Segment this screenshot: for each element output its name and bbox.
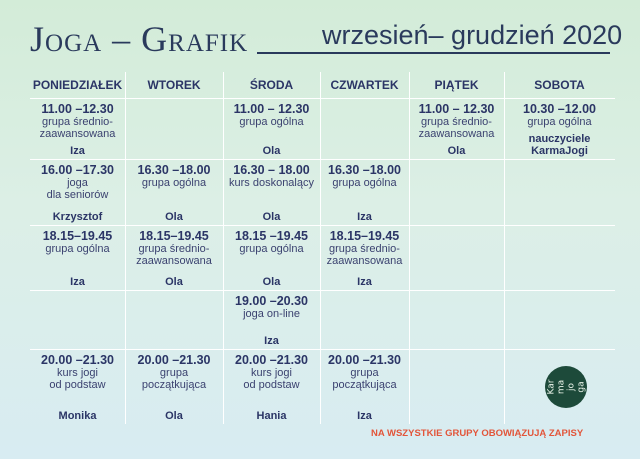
row-divider bbox=[30, 349, 615, 350]
slot-group: grupa ogólna bbox=[141, 177, 207, 189]
slot-info bbox=[223, 353, 320, 391]
class-slot bbox=[320, 353, 409, 422]
slot-teacher: Ola bbox=[165, 211, 183, 223]
class-slot bbox=[223, 294, 320, 347]
slot-teacher: Monika bbox=[58, 410, 97, 422]
slot-info bbox=[125, 353, 223, 391]
slot-teacher: Ola bbox=[165, 410, 183, 422]
class-slot bbox=[30, 353, 125, 422]
class-slot bbox=[320, 163, 409, 223]
slot-time: 16.30 – 18.00 bbox=[233, 163, 310, 177]
slot-teacher: Ola bbox=[447, 145, 466, 157]
slot-time: 18.15–19.45 bbox=[139, 229, 209, 243]
slot-group: grupa ogólna bbox=[332, 177, 397, 189]
slot-teacher: Ola bbox=[262, 145, 281, 157]
row-divider bbox=[30, 159, 615, 160]
slot-info bbox=[320, 229, 409, 267]
slot-group: grupa ogólna bbox=[239, 116, 304, 128]
class-slot bbox=[30, 163, 125, 223]
schedule-table bbox=[30, 72, 615, 424]
slot-teacher: Hania bbox=[256, 410, 287, 422]
schedule-period: wrzesień– grudzień 2020 bbox=[322, 20, 623, 50]
slot-group: kurs doskonalący bbox=[229, 177, 314, 189]
slot-group: grupa początkująca bbox=[141, 367, 207, 391]
slot-group: grupa średnio- zaawansowana bbox=[136, 243, 212, 267]
slot-info bbox=[223, 294, 320, 320]
slot-group: grupa średnio- zaawansowana bbox=[326, 243, 403, 267]
slot-info bbox=[30, 229, 125, 255]
slot-group: grupa ogólna bbox=[45, 243, 110, 255]
slot-group: joga dla seniorów bbox=[46, 177, 109, 201]
slot-group: grupa ogólna bbox=[239, 243, 304, 255]
class-slot bbox=[409, 102, 504, 157]
class-slot bbox=[223, 229, 320, 288]
slot-time: 16.30 –18.00 bbox=[137, 163, 211, 177]
slot-teacher: Iza bbox=[264, 335, 279, 347]
class-slot bbox=[223, 163, 320, 223]
slot-teacher: Iza bbox=[357, 410, 372, 422]
slot-teacher: Iza bbox=[357, 276, 372, 288]
slot-info bbox=[320, 353, 409, 391]
slot-group: joga on-line bbox=[243, 308, 300, 320]
class-slot bbox=[504, 102, 615, 157]
slot-time: 20.00 –21.30 bbox=[41, 353, 114, 367]
slot-time: 20.00 –21.30 bbox=[328, 353, 401, 367]
class-slot bbox=[125, 353, 223, 422]
slot-time: 16.00 –17.30 bbox=[41, 163, 114, 177]
slot-group: grupa ogólna bbox=[527, 116, 592, 128]
slot-group: grupa średnio- zaawansowana bbox=[39, 116, 116, 140]
slot-teacher: Iza bbox=[70, 145, 85, 157]
class-slot bbox=[320, 229, 409, 288]
registration-note: NA WSZYSTKIE GRUPY OBOWIĄZUJĄ ZAPISY bbox=[371, 428, 584, 439]
slot-info bbox=[30, 353, 125, 391]
title-underline bbox=[257, 52, 610, 54]
karmajoga-logo: Kar ma jo ga bbox=[545, 366, 587, 408]
slot-group: grupa średnio- zaawansowana bbox=[418, 116, 495, 140]
slot-time: 16.30 –18.00 bbox=[328, 163, 401, 177]
slot-time: 19.00 –20.30 bbox=[235, 294, 308, 308]
slot-info bbox=[223, 102, 320, 128]
day-header: PONIEDZIAŁEK bbox=[32, 78, 123, 92]
row-divider bbox=[30, 225, 615, 226]
slot-teacher: Ola bbox=[262, 211, 281, 223]
slot-info bbox=[30, 102, 125, 140]
slot-time: 20.00 –21.30 bbox=[137, 353, 211, 367]
class-slot bbox=[223, 102, 320, 157]
slot-info bbox=[125, 229, 223, 267]
row-divider bbox=[30, 98, 615, 99]
slot-teacher: Ola bbox=[262, 276, 281, 288]
day-header: CZWARTEK bbox=[330, 78, 399, 92]
day-header: WTOREK bbox=[147, 78, 201, 92]
slot-info bbox=[223, 229, 320, 255]
slot-info bbox=[504, 102, 615, 128]
slot-group: kurs jogi od podstaw bbox=[49, 367, 106, 391]
day-header: PIĄTEK bbox=[434, 78, 479, 92]
class-slot bbox=[30, 102, 125, 157]
day-header: SOBOTA bbox=[534, 78, 585, 92]
slot-teacher: nauczyciele KarmaJogi bbox=[528, 133, 591, 157]
class-slot bbox=[223, 353, 320, 422]
slot-group: grupa początkująca bbox=[332, 367, 397, 391]
slot-time: 18.15 –19.45 bbox=[235, 229, 308, 243]
slot-time: 20.00 –21.30 bbox=[235, 353, 308, 367]
slot-teacher: Iza bbox=[357, 211, 372, 223]
slot-teacher: Krzysztof bbox=[52, 211, 103, 223]
slot-time: 11.00 – 12.30 bbox=[233, 102, 310, 116]
row-divider bbox=[30, 290, 615, 291]
slot-time: 11.00 – 12.30 bbox=[418, 102, 495, 116]
day-header: ŚRODA bbox=[249, 78, 294, 92]
slot-time: 10.30 –12.00 bbox=[523, 102, 596, 116]
class-slot bbox=[125, 163, 223, 223]
class-slot bbox=[30, 229, 125, 288]
slot-teacher: Ola bbox=[165, 276, 183, 288]
class-slot bbox=[125, 229, 223, 288]
slot-teacher: Iza bbox=[70, 276, 85, 288]
slot-info bbox=[125, 163, 223, 189]
slot-info bbox=[30, 163, 125, 201]
slot-time: 18.15–19.45 bbox=[329, 229, 400, 243]
slot-time: 18.15–19.45 bbox=[42, 229, 113, 243]
slot-time: 11.00 –12.30 bbox=[41, 102, 114, 116]
slot-info bbox=[320, 163, 409, 189]
slot-info bbox=[223, 163, 320, 189]
slot-group: kurs jogi od podstaw bbox=[243, 367, 300, 391]
slot-info bbox=[409, 102, 504, 140]
schedule-title: Joga – Grafik bbox=[30, 19, 249, 59]
